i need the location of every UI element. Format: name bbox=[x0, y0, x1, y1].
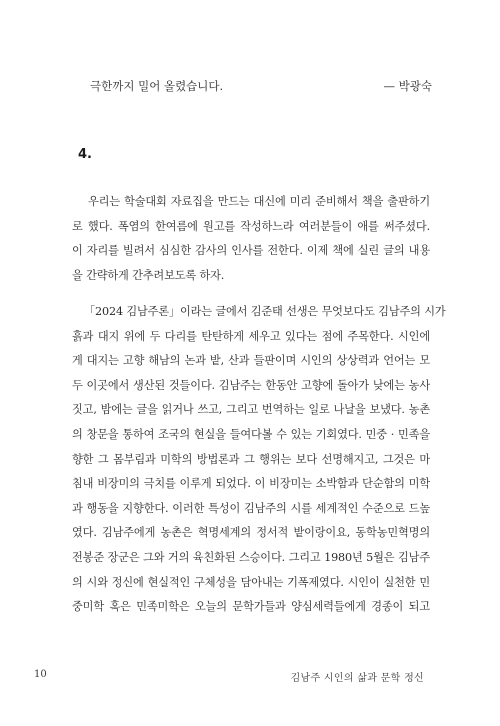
page-number: 10 bbox=[34, 669, 47, 680]
text-line: 짓고, 밤에는 글을 읽거나 쓰고, 그리고 번역하는 일로 나날을 보냈다. 농촌 bbox=[72, 403, 430, 417]
text-line: 게 대지는 고향 해남의 논과 밭, 산과 들판이며 시인의 상상력과 언어는 모 bbox=[72, 354, 430, 368]
text-line: 의 시와 정신에 현실적인 구체성을 담아내는 기폭제였다. 시인이 실천한 민 bbox=[72, 575, 430, 589]
running-title: 김남주 시인의 삶과 문학 정신 bbox=[290, 673, 424, 684]
body-paragraph bbox=[72, 190, 430, 288]
text-line: 향한 그 몸부림과 미학의 방법론과 그 행위는 보다 선명해지고, 그것은 마 bbox=[72, 452, 430, 466]
text-line: 의 창문을 통하여 조국의 현실을 들여다볼 수 있는 기회였다. 민중 · 민족을 bbox=[72, 427, 430, 441]
epigraph-attribution: — 박광숙 bbox=[383, 79, 432, 93]
text-line: 을 간략하게 간추려보도록 하자. bbox=[72, 268, 225, 282]
text-line: 침내 비장미의 극치를 이루게 되었다. 이 비장미는 소박함과 단순함의 미학 bbox=[72, 477, 430, 491]
text-line: 「2024 김남주론」이라는 글에서 김준태 선생은 무엇보다도 김남주의 시가 bbox=[84, 305, 446, 318]
text-line: 전봉준 장군은 그와 거의 육친화된 스승이다. 그리고 1980년 5월은 김남주 bbox=[72, 550, 430, 564]
text-line: 우리는 학술대회 자료집을 만드는 대신에 미리 준비해서 책을 출판하기 bbox=[88, 195, 430, 208]
text-line: 였다. 김남주에게 농촌은 혁명세계의 정서적 밭이랑이요, 동학농민혁명의 bbox=[72, 526, 430, 540]
body-paragraph bbox=[72, 300, 446, 620]
section-number: 4. bbox=[78, 147, 92, 162]
text-line: 로 했다. 폭염의 한여름에 원고를 작성하느라 여러분들이 애를 써주셨다. bbox=[72, 219, 430, 233]
text-line: 두 이곳에서 생산된 것들이다. 김남주는 한동안 고향에 돌아가 낮에는 농사 bbox=[72, 378, 430, 392]
text-line: 과 행동을 지향한다. 이러한 특성이 김남주의 시를 세계적인 수준으로 드높 bbox=[72, 501, 430, 515]
text-line: 흙과 대지 위에 두 다리를 탄탄하게 세우고 있다는 점에 주목한다. 시인에 bbox=[72, 329, 430, 343]
epigraph-quote: 극한까지 밀어 올렸습니다. bbox=[90, 79, 224, 93]
text-line: 중미학 혹은 민족미학은 오늘의 문학가들과 양심세력들에게 경종이 되고 bbox=[72, 600, 430, 614]
text-line: 이 자리를 빌려서 심심한 감사의 인사를 전한다. 이제 책에 실린 글의 내용 bbox=[72, 244, 430, 258]
